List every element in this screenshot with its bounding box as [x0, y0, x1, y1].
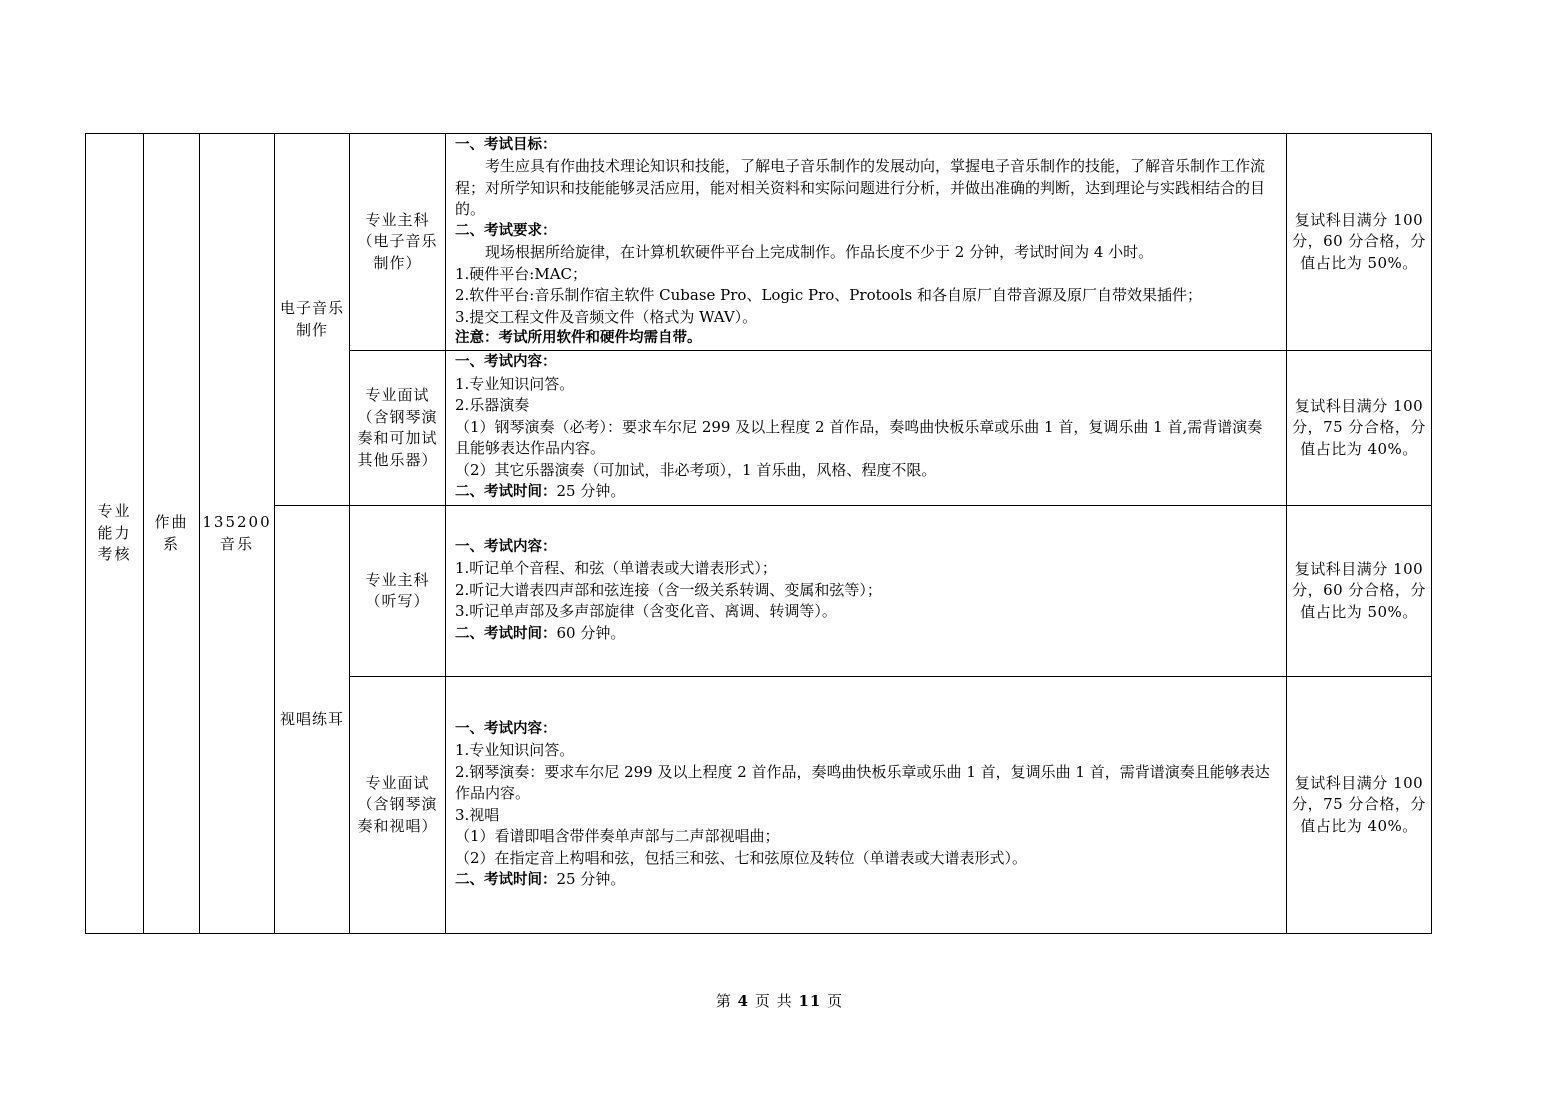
department-cell	[144, 134, 200, 934]
requirement-line: 3.视唱	[455, 805, 500, 824]
subject-cell: 专业主科（听写）	[350, 506, 446, 677]
footer-prefix: 第	[715, 992, 732, 1010]
requirement-line: （2）其它乐器演奏（可加试，非必考项），1 首乐曲，风格、程度不限。	[455, 460, 937, 479]
requirement-line: 注意：考试所用软件和硬件均需自带。	[455, 330, 702, 346]
requirement-line: 二、考试时间：25 分钟。	[455, 482, 626, 501]
requirement-line: 考生应具有作曲技术理论知识和技能，了解电子音乐制作的发展动向，掌握电子音乐制作的技能，了解音乐制作工作流程；对所学知识和技能能够灵活应用，能对相关资料和实际问题进行分析，并做出准确的判断，达到理论与实践相结合的目的。	[455, 157, 1266, 218]
subject-cell: 专业面试（含钢琴演奏和视唱）	[350, 677, 446, 934]
requirement-line: 二、考试时间：25 分钟。	[455, 870, 626, 888]
requirements-cell	[446, 677, 1287, 934]
major-cell	[200, 134, 275, 934]
requirement-line: 1.硬件平台:MAC；	[455, 264, 588, 283]
requirements-cell	[446, 351, 1287, 506]
score-cell: 复试科目满分 100 分，75 分合格，分值占比为 40%。	[1287, 351, 1432, 506]
requirement-line: 二、考试要求：	[455, 222, 557, 239]
major-code: 135200	[202, 513, 272, 531]
requirement-line: 一、考试内容：	[455, 720, 557, 737]
subject-cell: 专业主科（电子音乐制作）	[350, 134, 446, 351]
requirement-line: 二、考试时间：60 分钟。	[455, 623, 626, 642]
requirements-cell	[446, 506, 1287, 677]
requirement-line: 1.听记单个音程、和弦（单谱表或大谱表形式）；	[455, 559, 777, 578]
requirement-line: 2.钢琴演奏：要求车尔尼 299 及以上程度 2 首作品，奏鸣曲快板乐章或乐曲 1 首，复调乐曲 1 首，需背谱演奏且能够表达作品内容。	[455, 762, 1270, 802]
requirement-line: （2）在指定音上构唱和弦，包括三和弦、七和弦原位及转位（单谱表或大谱表形式）。	[455, 848, 1028, 867]
score-cell: 复试科目满分 100 分，75 分合格，分值占比为 40%。	[1287, 677, 1432, 934]
major-name: 音乐	[219, 534, 254, 553]
footer-suffix: 页	[827, 992, 844, 1010]
requirement-line: 一、考试内容：	[455, 538, 557, 555]
requirements-cell	[446, 134, 1287, 351]
requirement-line: （1）看谱即唱含带伴奏单声部与二声部视唱曲；	[455, 827, 780, 845]
requirement-line: 1.专业知识问答。	[455, 374, 575, 393]
direction-cell: 视唱练耳	[275, 506, 350, 934]
requirement-line: 3.听记单声部及多声部旋律（含变化音、离调、转调等）。	[455, 602, 837, 621]
total-page-number: 11	[798, 992, 822, 1010]
score-cell: 复试科目满分 100 分，60 分合格，分值占比为 50%。	[1287, 134, 1432, 351]
requirement-line: 2.乐器演奏	[455, 396, 530, 415]
category-line: 能力	[97, 523, 132, 542]
score-cell: 复试科目满分 100 分，60 分合格，分值占比为 50%。	[1287, 506, 1432, 677]
requirement-line: 现场根据所给旋律，在计算机软硬件平台上完成制作。作品长度不少于 2 分钟，考试时间为 4 小时。	[485, 243, 1154, 261]
requirement-line: 2.软件平台:音乐制作宿主软件 Cubase Pro、Logic Pro、Protools 和各自原厂自带音源及原厂自带效果插件；	[455, 286, 1202, 304]
direction-cell: 电子音乐制作	[275, 134, 350, 506]
category-line: 考核	[97, 545, 132, 564]
current-page-number: 4	[737, 992, 750, 1010]
requirement-line: 一、考试内容：	[455, 354, 557, 371]
page-footer	[0, 990, 1559, 1011]
requirement-line: 1.专业知识问答。	[455, 741, 575, 759]
subject-cell: 专业面试（含钢琴演奏和可加试其他乐器）	[350, 351, 446, 506]
requirement-line: （1）钢琴演奏（必考）：要求车尔尼 299 及以上程度 2 首作品，奏鸣曲快板乐章或乐曲 1 首，复调乐曲 1 首,需背谱演奏且能够表达作品内容。	[455, 417, 1263, 458]
exam-table	[85, 133, 1432, 934]
department-line: 作曲	[154, 513, 189, 531]
category-line: 专业	[97, 502, 132, 521]
footer-mid: 页 共	[754, 992, 793, 1010]
requirement-line: 2.听记大谱表四声部和弦连接（含一级关系转调、变属和弦等）；	[455, 580, 882, 599]
department-line: 系	[162, 534, 180, 553]
requirement-line: 3.提交工程文件及音频文件（格式为 WAV）。	[455, 307, 758, 326]
requirement-line: 一、考试目标：	[455, 136, 557, 153]
category-cell	[86, 134, 144, 934]
